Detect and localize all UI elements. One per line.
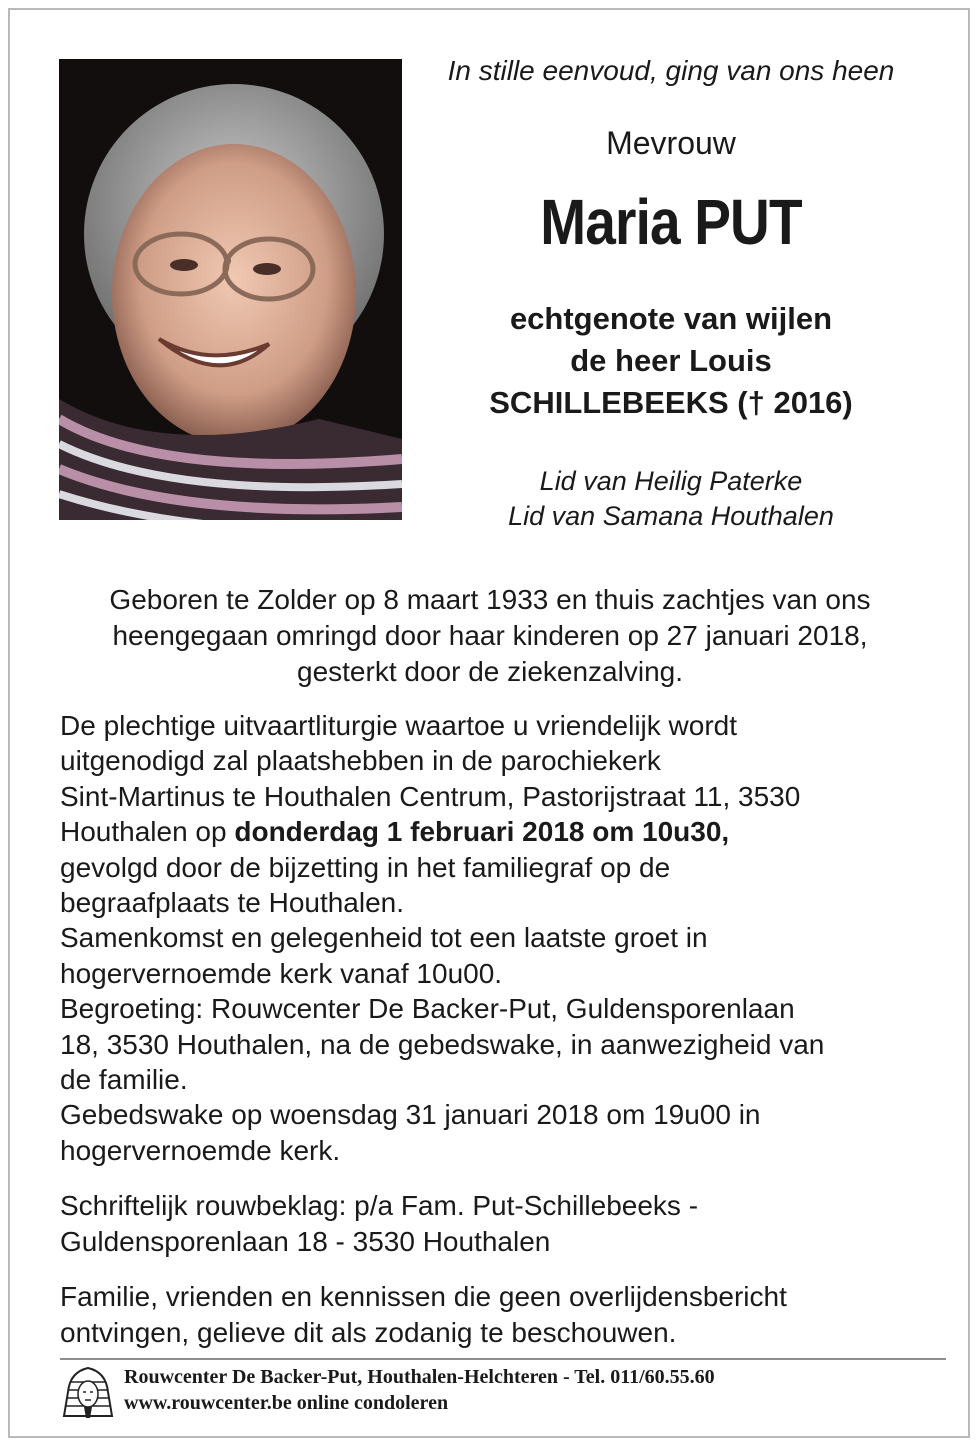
deceased-name: Maria PUT: [540, 186, 802, 258]
service-line: Sint-Martinus te Houthalen Centrum, Pastorijstraat 11, 3530: [60, 780, 801, 812]
website-line[interactable]: www.rouwcenter.be online condoleren: [124, 1392, 449, 1414]
condolence-line: Schriftelijk rouwbeklag: p/a Fam. Put-Schillebeeks -: [60, 1190, 699, 1222]
service-line: De plechtige uitvaartliturgie waartoe u vriendelijk wordt: [60, 710, 738, 741]
greeting-line: 18, 3530 Houthalen, na de gebedswake, in aanwezigheid van: [60, 1028, 825, 1060]
intro-line: In stille eenvoud, ging van ons heen: [447, 55, 895, 86]
service-line: gevolgd door de bijzetting in het familiegraf op de: [60, 851, 671, 883]
funeral-home-line: Rouwcenter De Backer-Put, Houthalen-Helchteren - Tel. 011/60.55.60: [124, 1366, 715, 1388]
pharaoh-head-icon: [62, 1366, 114, 1422]
closing-line: Familie, vrienden en kennissen die geen overlijdensbericht: [60, 1281, 787, 1313]
birth-death-statement: [40, 582, 940, 690]
honorific: Mevrouw: [606, 125, 736, 161]
service-line: uitgenodigd zal plaatshebben in de parochiekerk: [60, 745, 661, 777]
service-line-prefix: Houthalen op: [60, 816, 235, 848]
header-block: [420, 52, 922, 534]
greeting-line: Begroeting: Rouwcenter De Backer-Put, Guldensporenlaan: [60, 993, 795, 1025]
service-line: begraafplaats te Houthalen.: [60, 887, 405, 919]
service-datetime: donderdag 1 februari 2018 om 10u30,: [234, 816, 730, 848]
portrait-photo: [59, 59, 402, 520]
membership-line: Lid van Heilig Paterke: [539, 466, 803, 496]
footer-divider: [60, 1358, 946, 1360]
vigil-line: Gebedswake op woensdag 31 januari 2018 om 19u00 in: [60, 1099, 761, 1131]
closing-line: ontvingen, gelieve dit als zodanig te beschouwen.: [60, 1316, 677, 1348]
membership-line: Lid van Samana Houthalen: [508, 501, 834, 531]
condolence-line: Guldensporenlaan 18 - 3530 Houthalen: [60, 1225, 551, 1257]
spouse-line: de heer Louis: [570, 343, 772, 378]
footer-contact: [124, 1364, 715, 1416]
spouse-line: echtgenote van wijlen: [509, 301, 833, 336]
birth-line: gesterkt door de ziekenzalving.: [297, 656, 683, 687]
birth-line: heengegaan omringd door haar kinderen op 27 januari 2018,: [112, 620, 868, 651]
spouse-line: SCHILLEBEEKS († 2016): [489, 385, 853, 420]
gathering-line: hogervernoemde kerk vanaf 10u00.: [60, 957, 503, 989]
greeting-line: de familie.: [60, 1064, 188, 1096]
funeral-details: [60, 708, 940, 1350]
spouse-block: [420, 298, 922, 424]
birth-line: Geboren te Zolder op 8 maart 1933 en thuis zachtjes van ons: [109, 584, 871, 615]
memberships: [420, 464, 922, 534]
gathering-line: Samenkomst en gelegenheid tot een laatste groet in: [60, 922, 708, 954]
vigil-line: hogervernoemde kerk.: [60, 1134, 341, 1166]
service-date-line: [60, 814, 940, 849]
